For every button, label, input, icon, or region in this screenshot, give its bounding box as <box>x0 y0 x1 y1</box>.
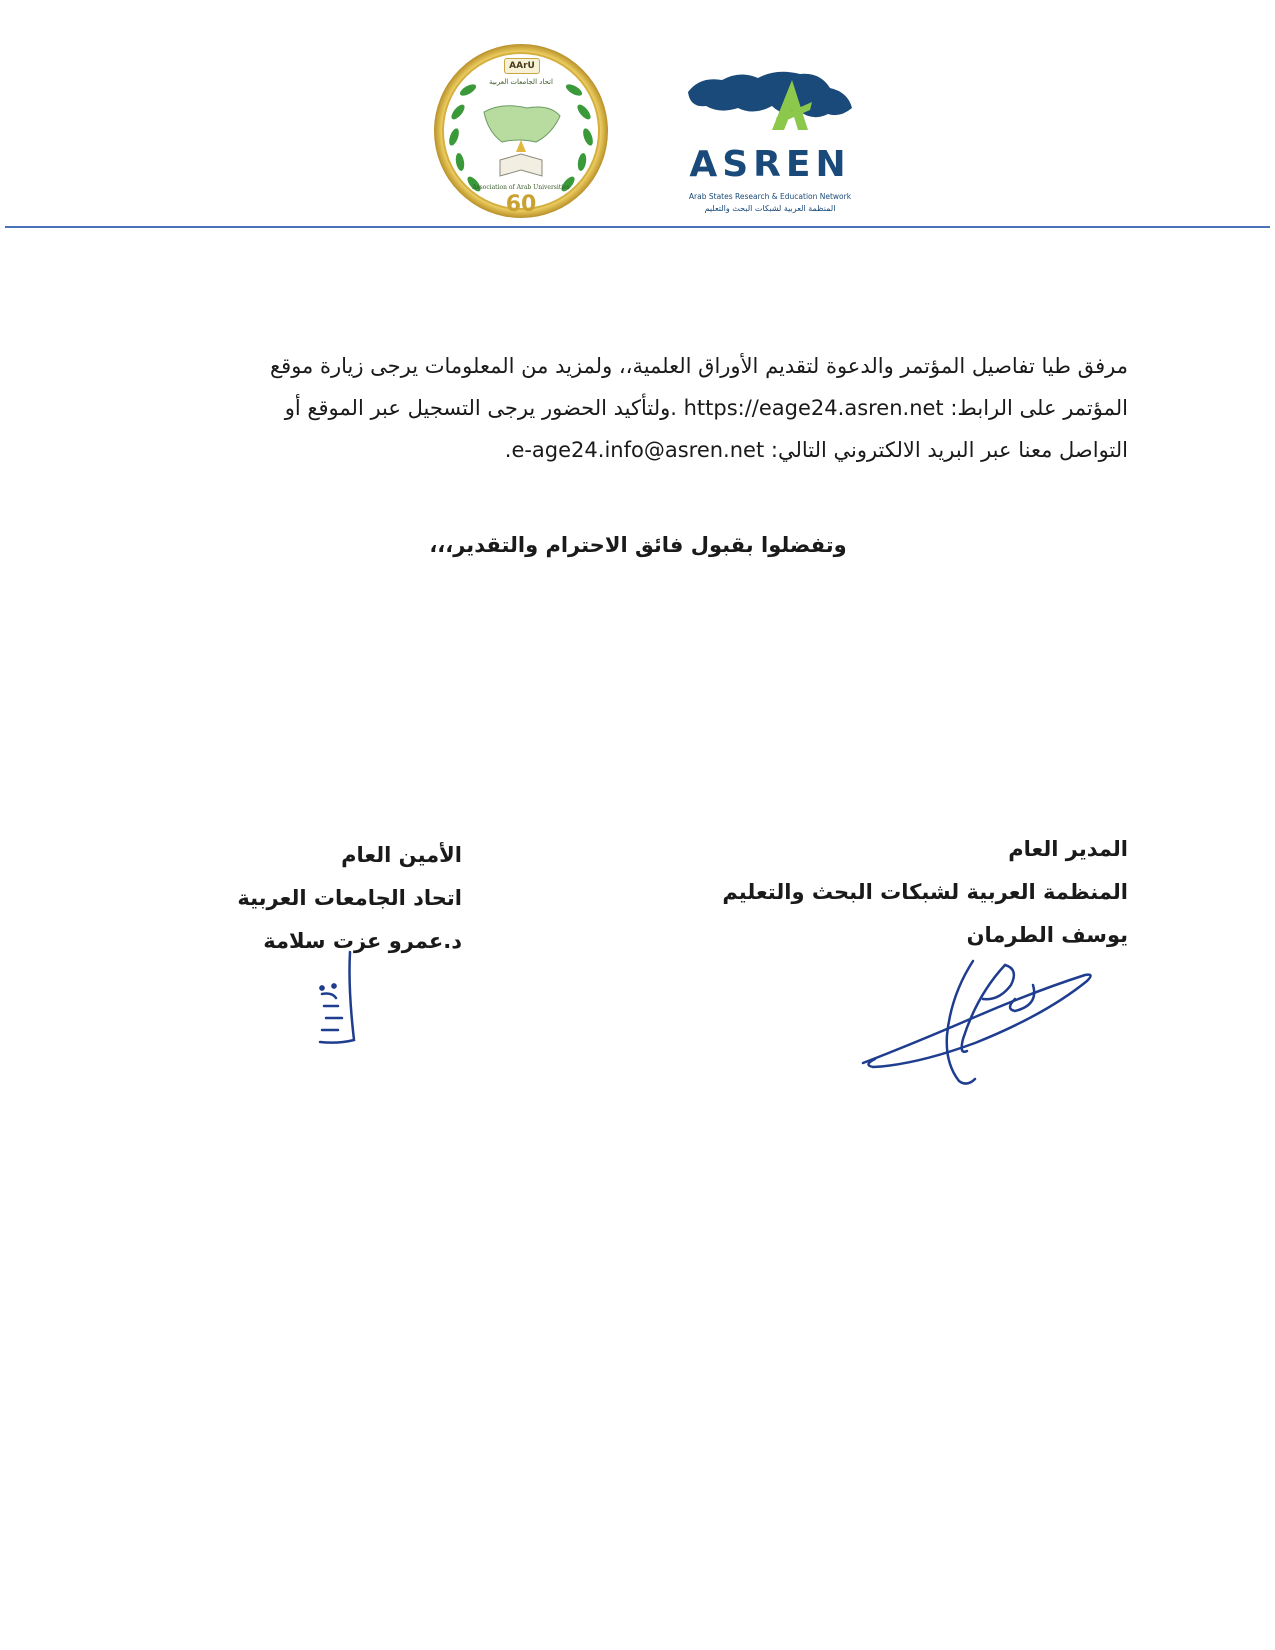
handwritten-signature-icon <box>308 948 378 1053</box>
asren-wordmark: ASREN <box>689 144 851 185</box>
asren-subtitle-en: Arab States Research & Education Network <box>688 192 852 201</box>
signatory-title: المدير العام <box>1008 837 1128 861</box>
aaru-logo <box>432 42 610 220</box>
body-line: مرفق طيا تفاصيل المؤتمر والدعوة لتقديم الأوراق العلمية،، ولمزيد من المعلومات يرجى زيارة موقع <box>269 354 1128 378</box>
letter-body <box>148 345 1128 471</box>
signature-block-secretary <box>150 834 462 963</box>
aaru-anniversary: 60 <box>505 192 537 217</box>
signatory-organization: اتحاد الجامعات العربية <box>237 886 462 910</box>
asren-logo <box>680 62 860 222</box>
handwritten-signature-icon <box>855 955 1115 1095</box>
signatory-name: د.عمرو عزت سلامة <box>263 929 462 953</box>
closing-remark: وتفضلوا بقبول فائق الاحترام والتقدير،،، <box>429 533 847 557</box>
asren-subtitle-ar: المنظمة العربية لشبكات البحث والتعليم <box>704 204 836 213</box>
header-divider <box>5 226 1270 228</box>
signatory-title: الأمين العام <box>341 843 462 867</box>
signature-block-director <box>600 828 1128 957</box>
signatory-name: يوسف الطرمان <box>966 923 1128 947</box>
aaru-arabic-name: اتحاد الجامعات العربية <box>489 78 553 86</box>
signatory-organization: المنظمة العربية لشبكات البحث والتعليم <box>722 880 1128 904</box>
asren-map-logo-icon <box>680 62 860 144</box>
aaru-english-name: Association of Arab Universities <box>472 184 570 191</box>
aaru-badge: AArU <box>504 58 540 74</box>
body-line: التواصل معنا عبر البريد الالكتروني التالي: e-age24.info@asren.net. <box>504 438 1128 462</box>
body-line: المؤتمر على الرابط: https://eage24.asren.net .ولتأكيد الحضور يرجى التسجيل عبر الموقع أو <box>284 396 1128 420</box>
